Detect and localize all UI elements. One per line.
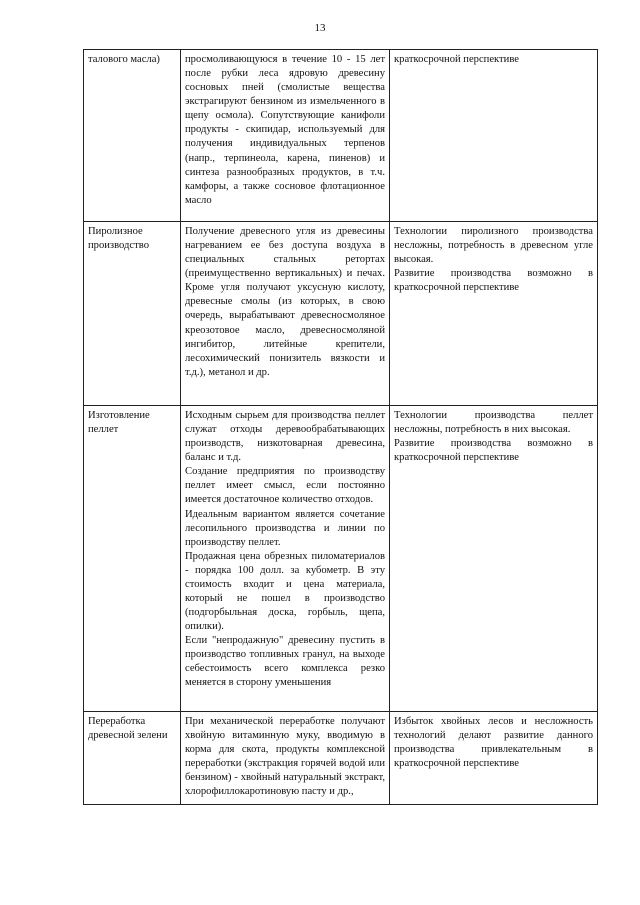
assessment-cell [390,222,598,406]
table-row [84,222,598,406]
table-row [84,50,598,222]
description-paragraph: Исходным сырьем для производства пеллет служат отходы деревообрабатывающих производств, низкотоварная древесина, баланс и т.д. [185,410,385,464]
description-paragraph: Создание предприятия по производству пеллет имеет смысл, если постоянно имеется достаточное количество отходов. [185,466,385,506]
assessment-paragraph: Развитие производства возможно в краткосрочной перспективе [394,438,593,464]
assessment-paragraph: Технологии производства пеллет несложны, потребность в них высокая. [394,410,593,436]
assessment-cell [390,406,598,712]
assessment-cell [390,50,598,222]
assessment-paragraph: Развитие производства возможно в краткосрочной перспективе [394,268,593,294]
table-row [84,712,598,805]
description-paragraph: просмоливающуюся в течение 10 - 15 лет после рубки леса ядровую древесину сосновых пней (смолистые вещества экстрагируют бензином из измельченного в щепу осмола). Сопутствующие канифоли продукты - скипидар, используемый для получения индивидуальных терпенов (напр., терпинеола, карена, пиненов) и синтеза разнообразных продуктов, в т.ч. камфоры, а также сосновое флотационное масло [185,54,385,206]
description-paragraph: Продажная цена обрезных пиломатериалов - порядка 100 долл. за кубометр. В эту стоимость входит и цена материала, который не пошел в производство (подгорбыльная доска, горбыль, щепа, опилки). [185,550,385,633]
description-cell [181,712,390,805]
assessment-paragraph: Технологии пиролизного производства несложны, потребность в древесном угле высокая. [394,226,593,266]
production-name-cell: Переработка древесной зелени [84,712,181,805]
description-cell [181,222,390,406]
production-table [83,49,598,805]
description-cell [181,406,390,712]
description-cell [181,50,390,222]
description-paragraph: Если "непродажную" древесину пустить в производство топливных гранул, на выходе себестоимость всего комплекса резко меняется в сторону уменьшения [185,635,385,689]
description-paragraph: Получение древесного угля из древесины нагреванием ее без доступа воздуха в специальных стальных ретортах (преимущественно вертикальных) и печах. Кроме угля получают уксусную кислоту, древесные смолы (из которых, в свою очередь, вырабатывают древесносмоляное креозотовое масло, древесносмоляной ингибитор, литейные крепители, лесохимический понизитель вязкости и т.д.), метанол и др. [185,226,385,378]
assessment-paragraph: краткосрочной перспективе [394,54,519,65]
table-row [84,406,598,712]
description-paragraph: При механической переработке получают хвойную витаминную муку, вводимую в корма для скота, продукты комплексной переработки (экстракция горячей водой или бензином) - хвойный натуральный экстракт, хлорофиллокаротиновую пасту и др., [185,716,385,798]
assessment-paragraph: Избыток хвойных лесов и несложность технологий делают развитие данного производства привлекательным в краткосрочной перспективе [394,716,593,770]
production-name-cell: талового масла) [84,50,181,222]
description-paragraph: Идеальным вариантом является сочетание лесопильного производства и линии по производству пеллет. [185,508,385,548]
production-name-cell: Изготовление пеллет [84,406,181,712]
page-number: 13 [314,22,326,34]
production-name-cell: Пиролизное производство [84,222,181,406]
assessment-cell [390,712,598,805]
